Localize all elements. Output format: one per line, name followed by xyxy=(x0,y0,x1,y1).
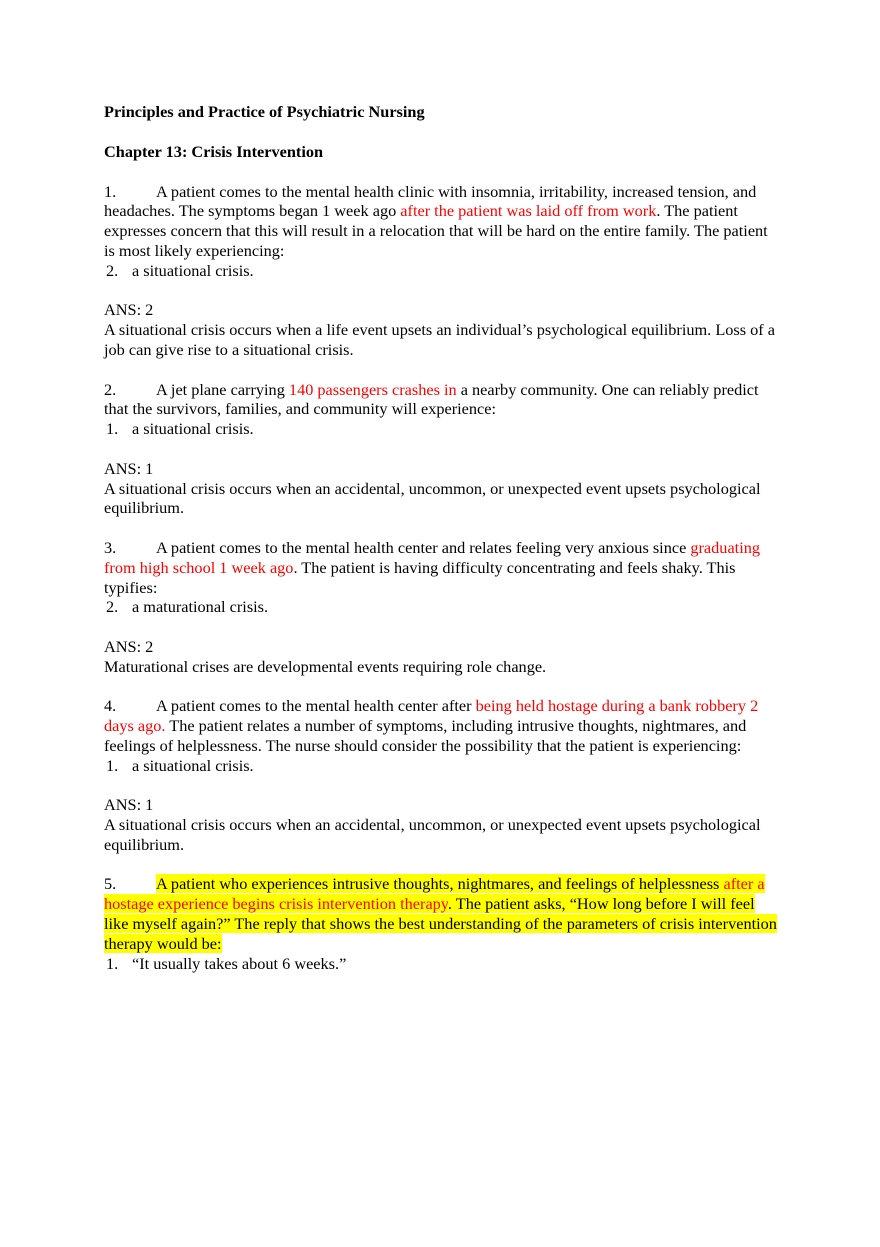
stem-emphasis: being held hostage during a bank robbery 2 days ago. xyxy=(104,696,759,736)
answer-choice xyxy=(104,261,780,281)
answer-label: ANS: 1 xyxy=(104,795,154,815)
question-stem xyxy=(104,380,780,420)
stem-text: The patient relates a number of symptoms, including intrusive thoughts, nightmares, and feelings of helplessness. The nurse should consider the possibility that the patient is experiencing: xyxy=(104,716,747,755)
question-stem xyxy=(104,874,780,953)
choice-text: a maturational crisis. xyxy=(132,597,269,617)
stem-emphasis: graduating from high school 1 week ago xyxy=(104,537,760,577)
answer-rationale: A situational crisis occurs when an accidental, uncommon, or unexpected event upsets psychological equilibrium. xyxy=(104,478,761,518)
choice-text: a situational crisis. xyxy=(132,755,254,775)
question-5 xyxy=(104,874,780,973)
answer-rationale: A situational crisis occurs when a life event upsets an individual’s psychological equilibrium. Loss of a job can give rise to a situational crisis. xyxy=(104,320,776,359)
choice-number: 1. xyxy=(106,953,119,973)
question-stem xyxy=(104,538,780,597)
stem-text: . The patient expresses concern that this will result in a relocation that will be hard on the entire family. The patient is most likely experiencing: xyxy=(104,201,768,260)
answer-label: ANS: 2 xyxy=(104,636,154,656)
stem-text: . The patient is having difficulty concentrating and feels shaky. This typifies: xyxy=(104,557,736,597)
answer-choice xyxy=(104,597,780,617)
question-number: 3. xyxy=(104,537,117,557)
question-2 xyxy=(104,380,780,538)
stem-highlight: . The patient asks, “How long before I will feel like myself again?” The reply that shows the best understanding of the parameters of crisis intervention therapy would be: xyxy=(104,894,777,953)
question-number: 4. xyxy=(104,696,117,716)
stem-text: a nearby community. One can reliably predict that the survivors, families, and community will experience: xyxy=(104,379,759,419)
document-title: Principles and Practice of Psychiatric Nursing xyxy=(104,102,425,121)
stem-text: A patient comes to the mental health clinic with insomnia, irritability, increased tension, and headaches. The symptoms began 1 week ago xyxy=(104,181,757,221)
answer-choice xyxy=(104,419,780,439)
choice-text: a situational crisis. xyxy=(132,419,254,439)
answer-choice xyxy=(104,954,780,974)
stem-emphasis-highlight: after a hostage experience begins crisis intervention therapy xyxy=(104,874,765,914)
choice-text: “It usually takes about 6 weeks.” xyxy=(132,953,347,973)
question-number: 2. xyxy=(104,379,117,399)
stem-text: A jet plane carrying xyxy=(156,379,289,399)
answer-rationale: A situational crisis occurs when an accidental, uncommon, or unexpected event upsets psychological equilibrium. xyxy=(104,815,761,854)
question-4 xyxy=(104,696,780,874)
document-page xyxy=(104,102,780,973)
stem-text: A patient comes to the mental health center and relates feeling very anxious since xyxy=(156,537,691,557)
stem-text: A patient comes to the mental health center after xyxy=(156,696,476,716)
stem-emphasis: 140 passengers crashes in xyxy=(288,379,457,399)
choice-number: 1. xyxy=(106,419,119,439)
answer-choice xyxy=(104,756,780,776)
stem-emphasis: after the patient was laid off from work xyxy=(400,201,657,221)
answer-label: ANS: 2 xyxy=(104,300,154,320)
choice-number: 2. xyxy=(106,260,119,280)
question-stem xyxy=(104,696,780,755)
answer-rationale: Maturational crises are developmental events requiring role change. xyxy=(104,656,547,676)
question-1 xyxy=(104,182,780,380)
question-number: 5. xyxy=(104,874,117,894)
question-number: 1. xyxy=(104,181,117,201)
question-3 xyxy=(104,538,780,696)
choice-number: 1. xyxy=(106,755,119,775)
choice-text: a situational crisis. xyxy=(132,260,254,280)
question-stem xyxy=(104,182,780,261)
stem-highlight: A patient who experiences intrusive thoughts, nightmares, and feelings of helplessness xyxy=(156,874,724,894)
choice-number: 2. xyxy=(106,597,119,617)
chapter-heading: Chapter 13: Crisis Intervention xyxy=(104,141,324,161)
answer-label: ANS: 1 xyxy=(104,458,154,478)
